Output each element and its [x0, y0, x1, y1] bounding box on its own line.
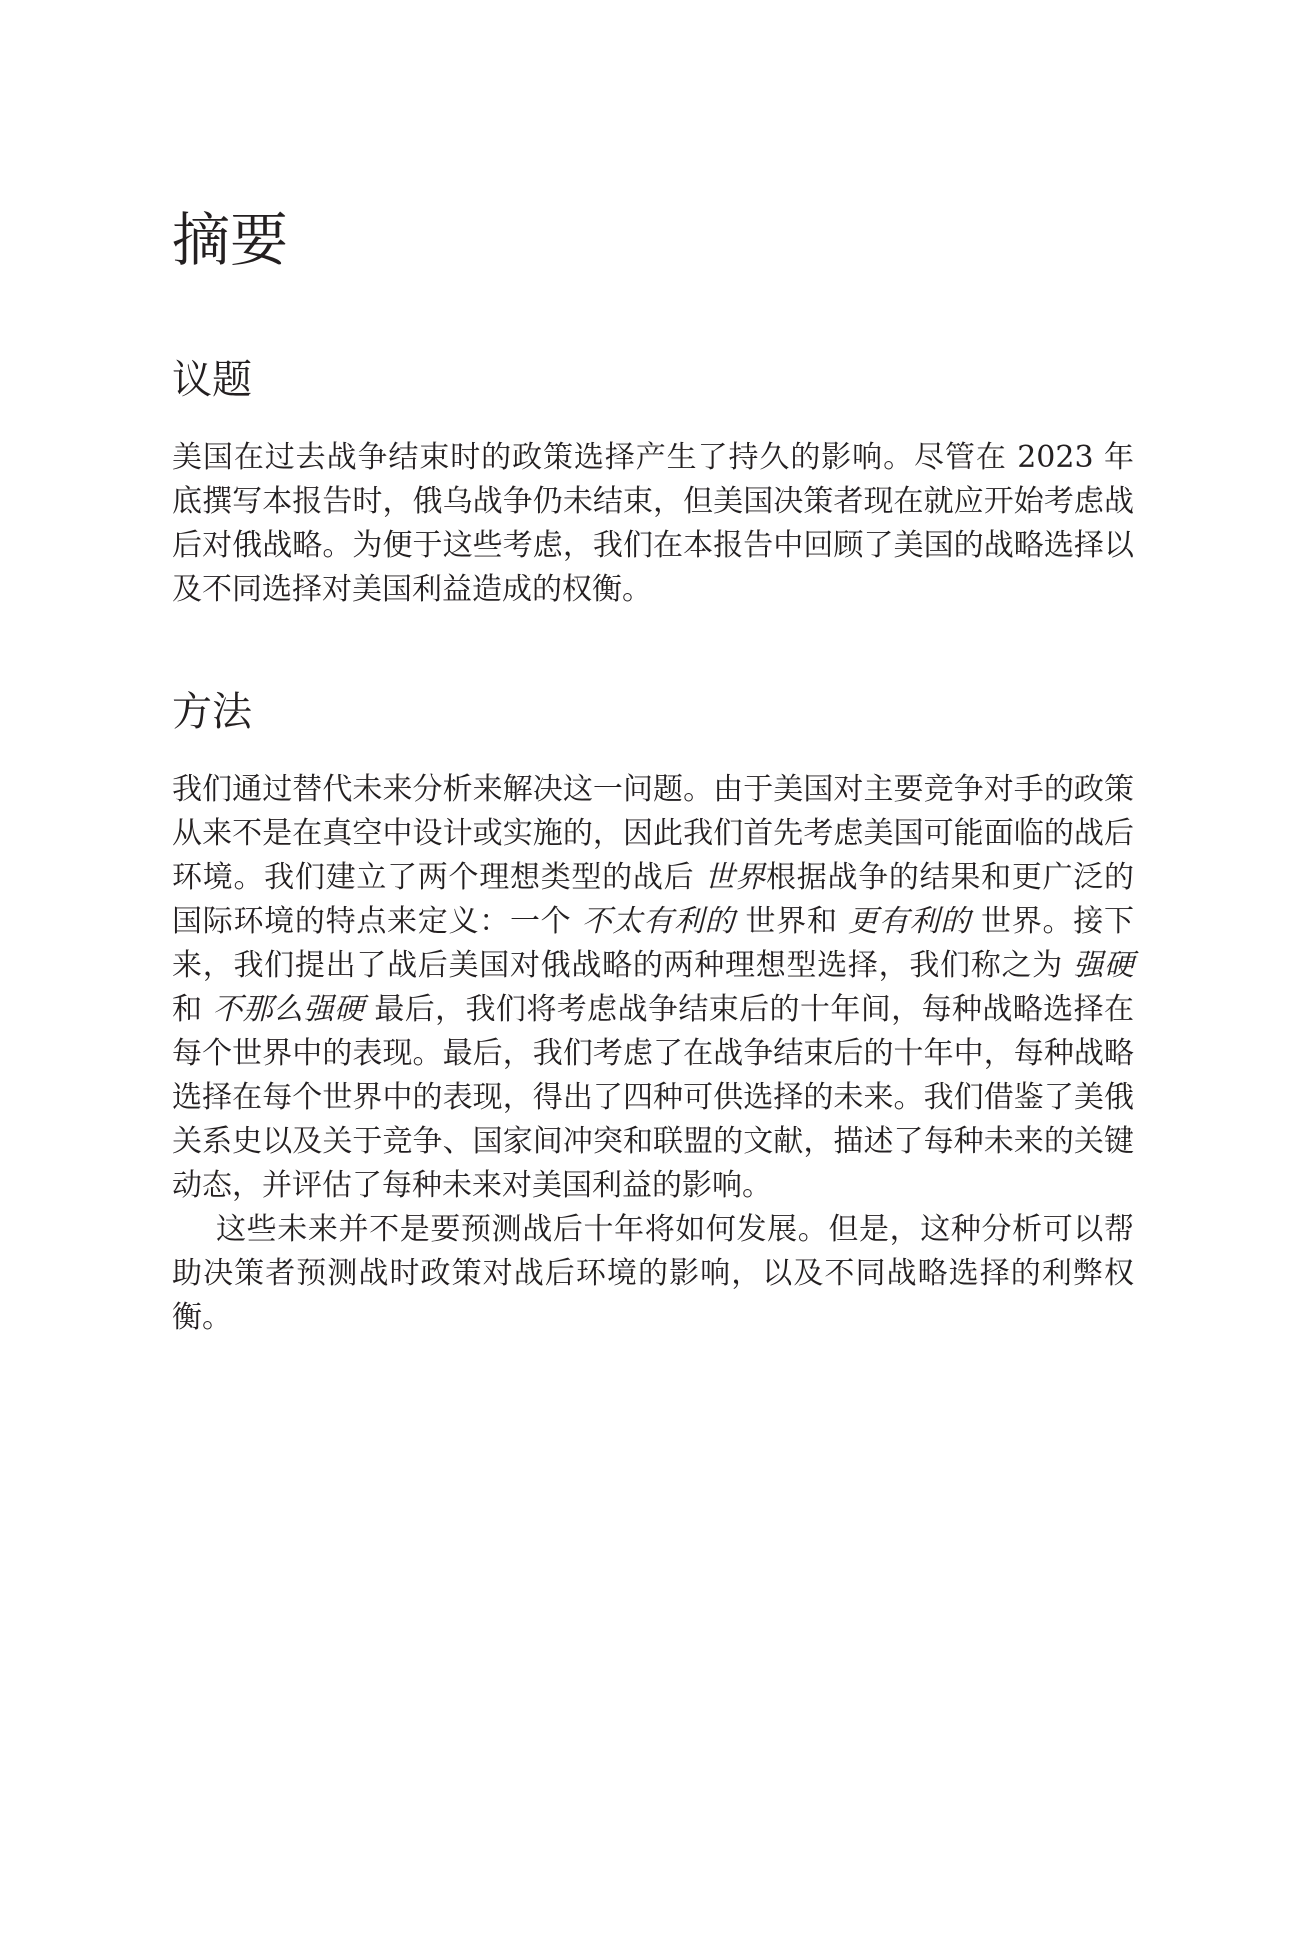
method-text-segment: 世界和 — [735, 904, 848, 939]
emphasis-hardline: 强硬 — [1073, 948, 1134, 983]
method-text-segment: 根据战争的结果和更广泛的国际环境的特点来定义：一个 — [172, 860, 1134, 939]
emphasis-less-hardline: 不那么强硬 — [212, 992, 365, 1027]
method-text-segment: 最后，我们将考虑战争结束后的十年间，每种战略选择在每个世界中的表现。最后，我们考虑了在战争结束后的十年中，每种战略选择在每个世界中的表现，得出了四种可供选择的未来。我们借鉴了美俄关系史以及关于竞争、国家间冲突和联盟的文献，描述了每种未来的关键动态，并评估了每种未来对美国利益的影响。 — [172, 992, 1134, 1203]
emphasis-less-favorable: 不太有利的 — [581, 904, 736, 939]
method-heading: 方法 — [172, 689, 252, 735]
issue-paragraph: 美国在过去战争结束时的政策选择产生了持久的影响。尽管在 2023 年底撰写本报告时，俄乌战争仍未结束，但美国决策者现在就应开始考虑战后对俄战略。为便于这些考虑，我们在本报告中回顾了美国的战略选择以及不同选择对美国利益造成的权衡。 — [172, 440, 1134, 607]
emphasis-worlds: 世界 — [704, 860, 767, 895]
method-text-segment: 我们通过替代未来分析来解决这一问题。由于美国对主要竞争对手的政策从来不是在真空中设计或实施的，因此我们首先考虑美国可能面临的战后环境。我们建立了两个理想类型的战后 — [172, 772, 1134, 895]
emphasis-more-favorable: 更有利的 — [847, 904, 971, 939]
method-text-segment: 和 — [172, 992, 213, 1027]
page-title: 摘要 — [172, 206, 289, 274]
method-paragraph-2: 这些未来并不是要预测战后十年将如何发展。但是，这种分析可以帮助决策者预测战时政策对战后环境的影响，以及不同战略选择的利弊权衡。 — [172, 1212, 1134, 1335]
summary-content — [172, 200, 1134, 1340]
method-paragraph-1 — [172, 768, 1134, 1208]
issue-heading: 议题 — [172, 357, 252, 403]
method-text-segment: 世界。接下来，我们提出了战后美国对俄战略的两种理想型选择，我们称之为 — [172, 904, 1135, 983]
